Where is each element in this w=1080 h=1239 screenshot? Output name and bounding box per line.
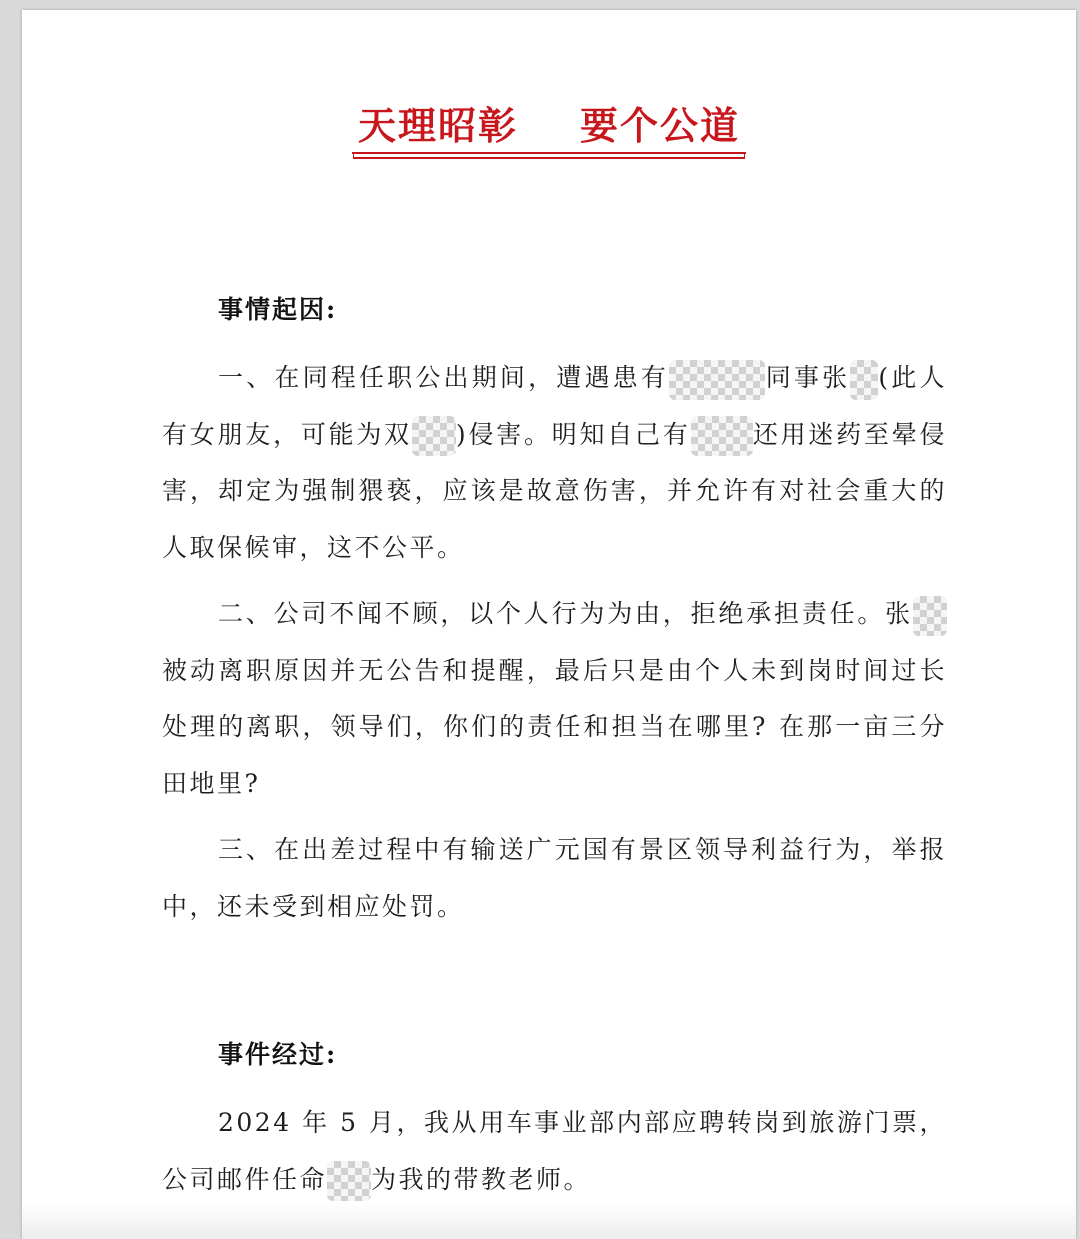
privacy-mosaic xyxy=(412,416,456,456)
title-left: 天理昭彰 xyxy=(357,103,518,148)
section-cause-body xyxy=(162,350,947,935)
privacy-mosaic xyxy=(691,416,753,456)
title-block xyxy=(22,102,1076,154)
paragraph-cause-1-part-3: (此人有女朋友，可能为双 xyxy=(162,363,947,449)
paragraph-cause-1-part-4: )侵害。明知自己有 xyxy=(455,419,691,449)
section-process-body xyxy=(162,1095,947,1208)
paragraph-cause-1-part-2: 同事张 xyxy=(765,363,851,392)
paragraph-process-1 xyxy=(162,1095,947,1208)
paragraph-cause-1-part-5: 还用迷药至晕侵害，却定为强制猥亵，应该是故意伤害，并允许有对社会重大的人取保候审，这不公平。 xyxy=(162,419,947,562)
paragraph-cause-1-part-1: 一、在同程任职公出期间，遭遇患有 xyxy=(218,363,670,392)
privacy-mosaic xyxy=(669,360,765,400)
document-page xyxy=(22,10,1076,1239)
section-heading-process: 事件经过: xyxy=(218,1040,338,1069)
paragraph-process-1-part-2: 为我的带教老师。 xyxy=(371,1164,592,1194)
page-bottom-shadow xyxy=(22,1203,1076,1239)
privacy-mosaic xyxy=(850,360,878,400)
paragraph-cause-2-part-1: 二、公司不闻不顾，以个人行为为由，拒绝承担责任。张 xyxy=(218,599,913,628)
section-heading-cause: 事情起因: xyxy=(218,295,338,324)
title-right: 要个公道 xyxy=(580,103,741,148)
paragraph-cause-2 xyxy=(162,586,947,812)
paragraph-cause-3: 三、在出差过程中有输送广元国有景区领导利益行为，举报中，还未受到相应处罚。 xyxy=(162,835,947,921)
privacy-mosaic xyxy=(327,1161,371,1201)
paragraph-process-1-part-1: 2024 年 5 月，我从用车事业部内部应聘转岗到旅游门票，公司邮件任命 xyxy=(162,1108,947,1194)
paragraph-cause-1 xyxy=(162,350,947,576)
privacy-mosaic xyxy=(913,596,947,636)
page-title xyxy=(352,102,746,154)
paragraph-cause-2-part-2: 被动离职原因并无公告和提醒，最后只是由个人未到岗时间过长处理的离职，领导们，你们的责任和担当在哪里? 在那一亩三分田地里? xyxy=(162,655,947,798)
